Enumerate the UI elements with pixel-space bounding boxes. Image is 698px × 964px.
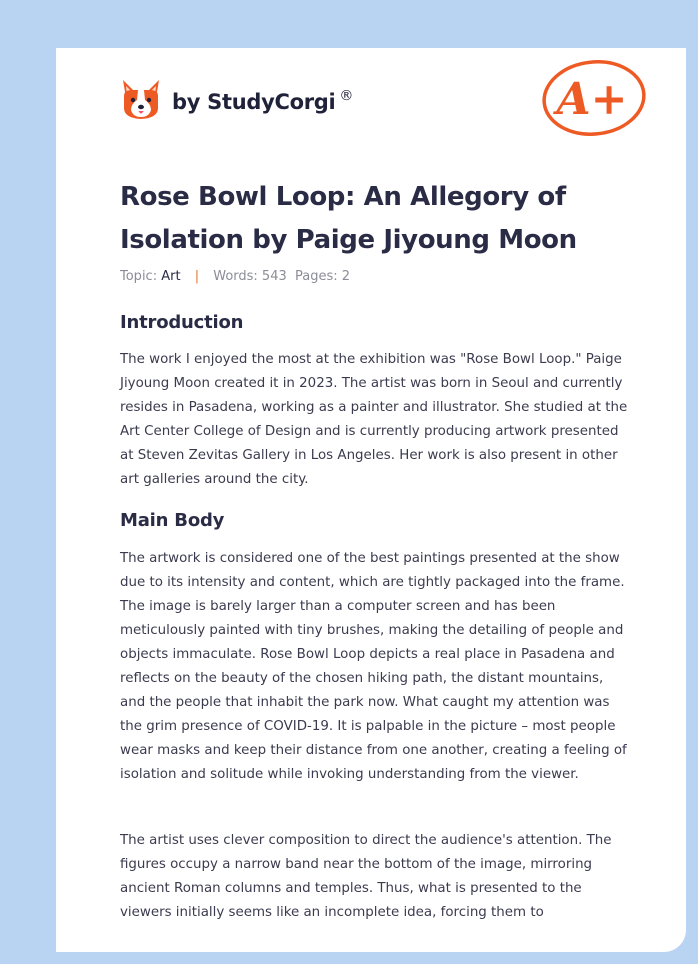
topic-label: Topic: — [120, 269, 158, 284]
brand-name: by StudyCorgi ® — [172, 88, 354, 114]
corgi-logo-icon — [120, 78, 162, 122]
grade-a-plus-badge — [538, 58, 650, 140]
brand-logo[interactable] — [120, 76, 353, 124]
meta-separator: | — [194, 269, 200, 284]
section-heading-main-body: Main Body — [120, 510, 225, 531]
grade-text: A+ — [556, 74, 628, 125]
paragraph: The artwork is considered one of the best paintings presented at the show due to its intensity and content, which are tightly packaged into the frame. The image is barely larger than a computer screen and has been meticulously painted with tiny brushes, making the detailing of people and objects immaculate. Rose Bowl Loop depicts a real place in Pasadena and reflects on the beauty of the chosen hiking path, the distant mountains, and the people that inhabit the park now. What caught my attention was the grim presence of COVID-19. It is palpable in the picture – most people wear masks and keep their distance from one another, creating a feeling of isolation and solitude while invoking understanding from the viewer. — [120, 551, 627, 782]
page-count: Pages: 2 — [295, 269, 351, 284]
section-heading-introduction: Introduction — [120, 312, 244, 333]
document-page — [56, 48, 686, 952]
paragraph: The work I enjoyed the most at the exhibition was "Rose Bowl Loop." Paige Jiyoung Moon created it in 2023. The artist was born in Seoul and currently resides in Pasadena, working as a painter and illustrator. She studied at the Art Center College of Design and is currently producing artwork presented at Steven Zevitas Gallery in Los Angeles. Her work is also present in other art galleries around the city. — [120, 352, 628, 487]
document-meta — [120, 269, 350, 284]
document-title: Rose Bowl Loop: An Allegory of Isolation by Paige Jiyoung Moon — [120, 182, 577, 255]
registered-mark: ® — [339, 88, 354, 104]
word-count: Words: 543 — [213, 269, 287, 284]
topic-value[interactable]: Art — [161, 269, 181, 284]
paragraph: The artist uses clever composition to direct the audience's attention. The figures occupy a narrow band near the bottom of the image, mirroring ancient Roman columns and temples. Thus, what is presented to the viewers initially seems like an incomplete idea, forcing them to — [120, 833, 612, 920]
